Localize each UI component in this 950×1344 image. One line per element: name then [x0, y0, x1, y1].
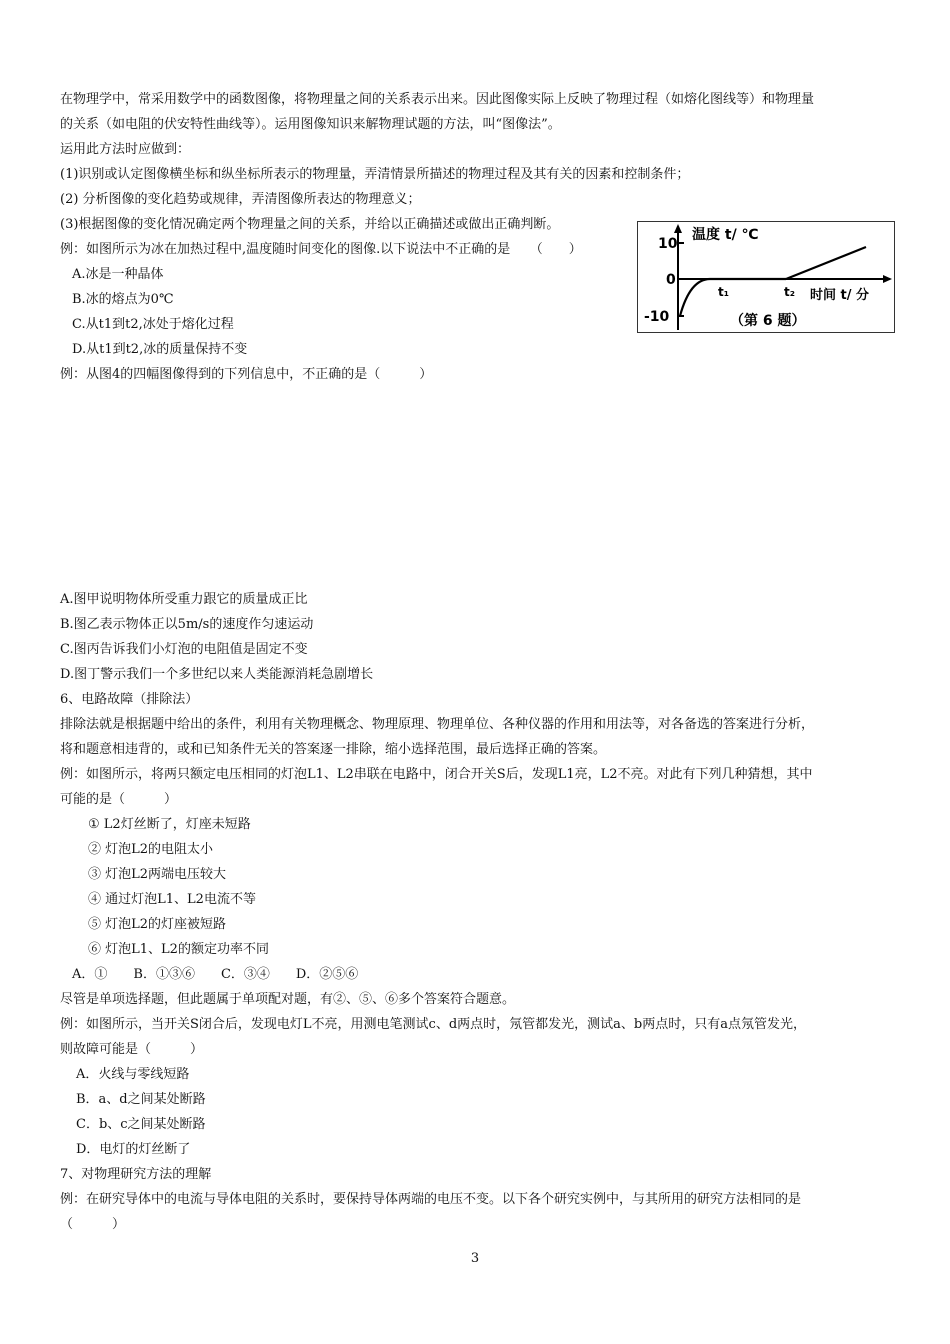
example1-option-b: B.冰的熔点为0℃ [72, 292, 174, 307]
example2-question: 例：从图4的四幅图像得到的下列信息中，不正确的是（ ） [60, 367, 433, 382]
section7-example-line1: 例：在研究导体中的电流与导体电阻的关系时，要保持导体两端的电压不变。以下各个研究实例中，与其所用的研究方法相同的是 [60, 1192, 802, 1207]
figure-caption: （第 6 题） [730, 313, 806, 329]
tick-label-neg10: -10 [644, 309, 670, 325]
example1-question: 例：如图所示为冰在加热过程中,温度随时间变化的图像.以下说法中不正确的是 （ ） [60, 242, 582, 257]
method-intro: 运用此方法时应做到： [60, 142, 191, 157]
section6-example2-line1: 例：如图所示，当开关S闭合后，发现电灯L不亮，用测电笔测试c、d两点时，氖管都发光，测试a、b两点时，只有a点氖管发光， [60, 1017, 806, 1032]
section6-example1-line1: 例：如图所示，将两只额定电压相同的灯泡L1、L2串联在电路中，闭合开关S后，发现L1亮，L2不亮。对此有下列几种猜想，其中 [60, 767, 813, 782]
intro-paragraph-line1: 在物理学中，常采用数学中的函数图像，将物理量之间的关系表示出来。因此图像实际上反映了物理过程（如熔化图线等）和物理量 [60, 92, 815, 107]
section6-desc-line2: 将和题意相违背的，或和已知条件无关的答案逐一排除，缩小选择范围，最后选择正确的答案。 [60, 742, 607, 757]
y-axis-arrow [674, 224, 682, 233]
section6-example2-line2: 则故障可能是（ ） [60, 1042, 204, 1057]
method-item-1: (1)识别或认定图像横坐标和纵坐标所表示的物理量，弄清情景所描述的物理过程及其有关的因素和控制条件； [60, 167, 690, 182]
example1-option-c: C.从t1到t2,冰处于熔化过程 [72, 317, 234, 332]
curve-heating-liquid [786, 247, 866, 279]
example2-option-a: A.图甲说明物体所受重力跟它的质量成正比 [60, 592, 308, 607]
page-number: 3 [470, 1251, 480, 1266]
example2-option-b: B.图乙表示物体正以5m/s的速度作匀速运动 [60, 617, 314, 632]
t1-label: t₁ [718, 285, 729, 299]
t2-label: t₂ [784, 285, 795, 299]
method-item-2: (2) 分析图像的变化趋势或规律，弄清图像所表达的物理意义； [60, 192, 421, 207]
x-axis-arrow [883, 275, 892, 283]
ice-heating-graph [637, 221, 895, 333]
section6-example2-option-d: D．电灯的灯丝断了 [76, 1142, 191, 1157]
guess-6: ⑥ 灯泡L1、L2的额定功率不同 [88, 942, 269, 957]
method-item-3: (3)根据图像的变化情况确定两个物理量之间的关系，并给以正确描述或做出正确判断。 [60, 217, 560, 232]
section6-example2-option-a: A．火线与零线短路 [76, 1067, 190, 1082]
section6-example2-option-b: B．a、d之间某处断路 [76, 1092, 206, 1107]
tick-label-10: 10 [658, 236, 678, 252]
section7-example-line2: （ ） [60, 1217, 126, 1232]
section6-example2-option-c: C．b、c之间某处断路 [76, 1117, 206, 1132]
guess-1: ① L2灯丝断了，灯座未短路 [88, 817, 251, 832]
section6-note: 尽管是单项选择题，但此题属于单项配对题，有②、⑤、⑥多个答案符合题意。 [60, 992, 516, 1007]
graph-svg [638, 222, 894, 332]
curve-heating-solid [680, 279, 710, 316]
guess-3: ③ 灯泡L2两端电压较大 [88, 867, 227, 882]
guess-4: ④ 通过灯泡L1、L2电流不等 [88, 892, 256, 907]
section6-answer-options: A．① B．①③⑥ C．③④ D．②⑤⑥ [72, 967, 359, 982]
example1-option-a: A.冰是一种晶体 [72, 267, 164, 282]
section6-example1-line2: 可能的是（ ） [60, 792, 178, 807]
section6-desc-line1: 排除法就是根据题中给出的条件，利用有关物理概念、物理原理、物理单位、各种仪器的作用和用法等，对各备选的答案进行分析， [60, 717, 815, 732]
section6-heading: 6、电路故障（排除法） [60, 692, 199, 707]
section7-heading: 7、对物理研究方法的理解 [60, 1167, 212, 1182]
intro-paragraph-line2: 的关系（如电阻的伏安特性曲线等）。运用图像知识来解物理试题的方法，叫“图像法”。 [60, 117, 561, 132]
guess-5: ⑤ 灯泡L2的灯座被短路 [88, 917, 227, 932]
example1-option-d: D.从t1到t2,冰的质量保持不变 [72, 342, 248, 357]
guess-2: ② 灯泡L2的电阻太小 [88, 842, 214, 857]
example2-option-c: C.图丙告诉我们小灯泡的电阻值是固定不变 [60, 642, 308, 657]
y-axis-label: 温度 t/ ℃ [692, 227, 759, 243]
tick-label-0: 0 [666, 272, 676, 288]
x-axis-label: 时间 t/ 分 [810, 288, 870, 303]
example2-option-d: D.图丁警示我们一个多世纪以来人类能源消耗急剧增长 [60, 667, 374, 682]
